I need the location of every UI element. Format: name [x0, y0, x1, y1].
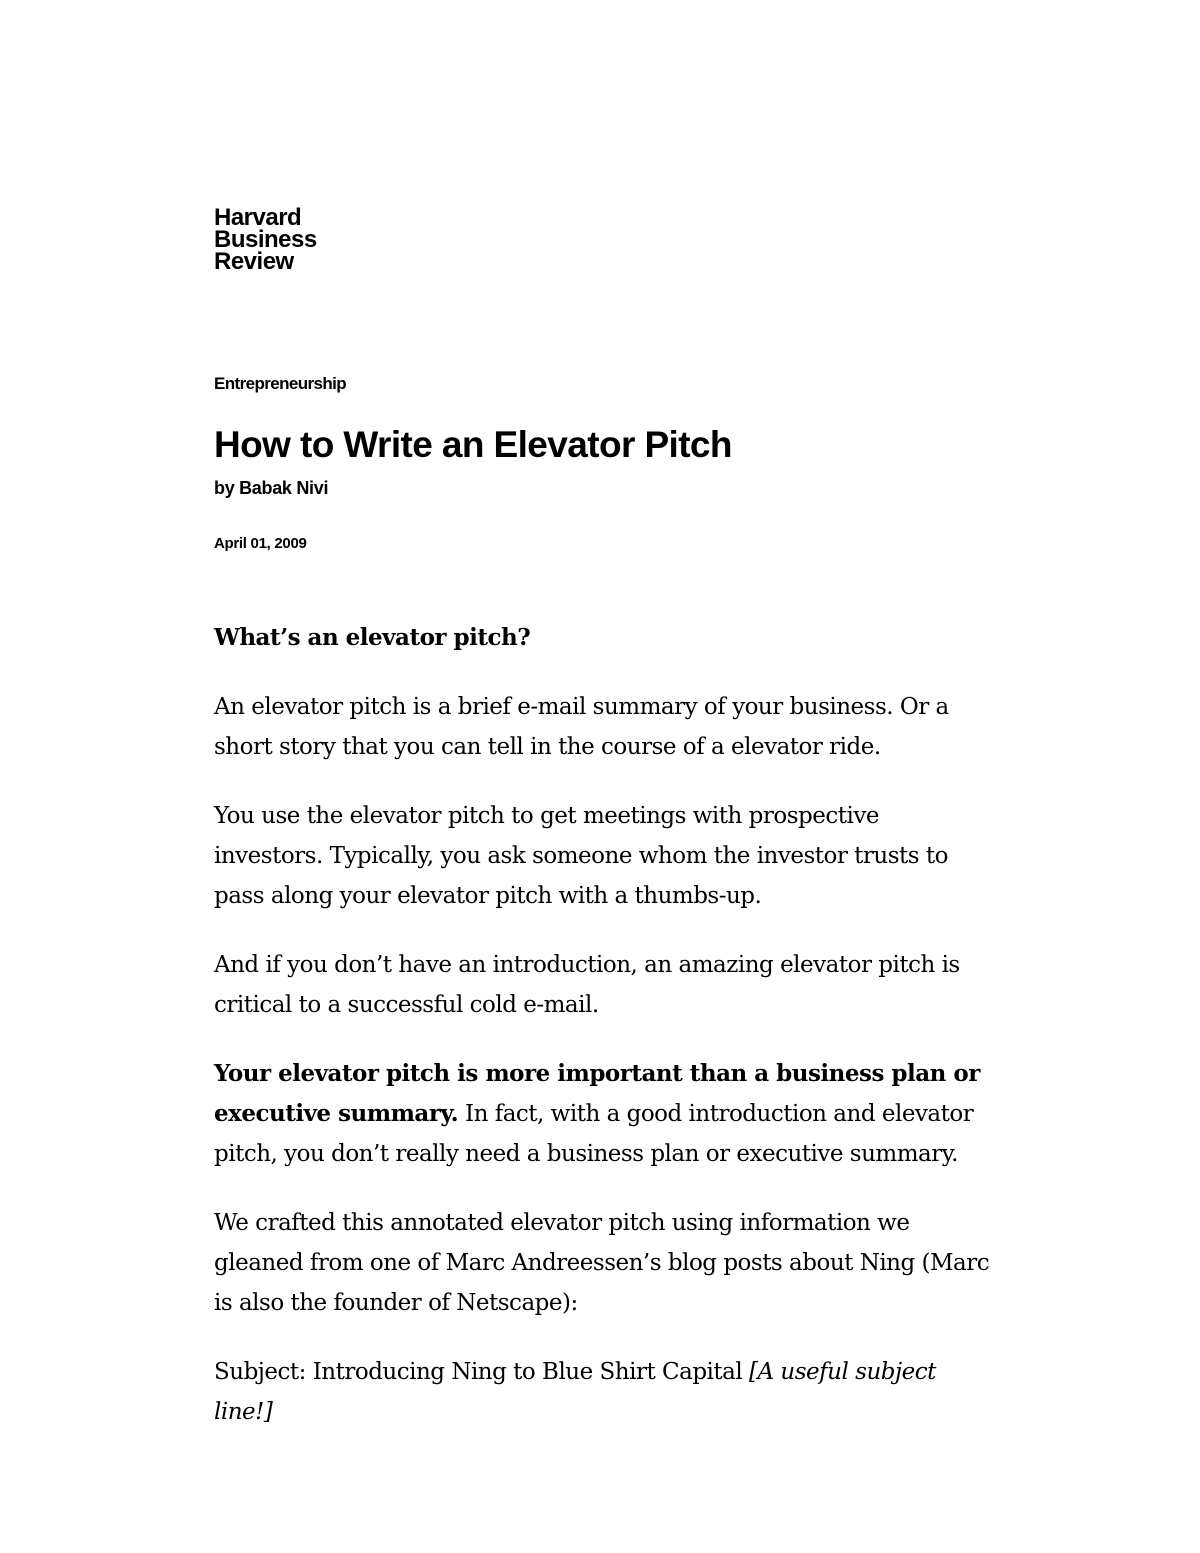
paragraph-4-rest: In fact, with a good introduction and elevator pitch, you don’t really need a business plan or executive summary.: [214, 1101, 974, 1167]
byline-prefix: by: [214, 478, 240, 498]
paragraph-6-text: Subject: Introducing Ning to Blue Shirt Capital: [214, 1359, 750, 1385]
author-name[interactable]: Babak Nivi: [239, 478, 329, 498]
logo-line-1: Harvard: [214, 204, 302, 231]
section-heading: What’s an elevator pitch?: [214, 624, 531, 651]
article-title: How to Write an Elevator Pitch: [214, 424, 732, 465]
paragraph-4: [214, 1054, 994, 1174]
hbr-logo[interactable]: [214, 204, 317, 275]
publish-date: April 01, 2009: [214, 535, 307, 552]
byline: [214, 478, 328, 499]
article-category[interactable]: Entrepreneurship: [214, 374, 347, 393]
paragraph-6: [214, 1352, 994, 1432]
logo-line-3: Review: [214, 248, 294, 275]
paragraph-3: And if you don’t have an introduction, an amazing elevator pitch is critical to a successful cold e-mail.: [214, 952, 960, 1018]
logo-line-2: Business: [214, 226, 317, 253]
article-body: [214, 618, 994, 1461]
paragraph-2: You use the elevator pitch to get meetings with prospective investors. Typically, you ask someone whom the investor trusts to pass along your elevator pitch with a thumbs-up.: [214, 803, 948, 909]
paragraph-5: We crafted this annotated elevator pitch using information we gleaned from one of Marc Andreessen’s blog posts about Ning (Marc is also the founder of Netscape):: [214, 1210, 990, 1316]
paragraph-4-bold: Your elevator pitch is more important than a business plan or executive summary.: [214, 1060, 980, 1127]
paragraph-1: An elevator pitch is a brief e-mail summary of your business. Or a short story that you can tell in the course of a elevator ride.: [214, 694, 949, 760]
paragraph-6-italic: [A useful subject line!]: [214, 1359, 936, 1425]
